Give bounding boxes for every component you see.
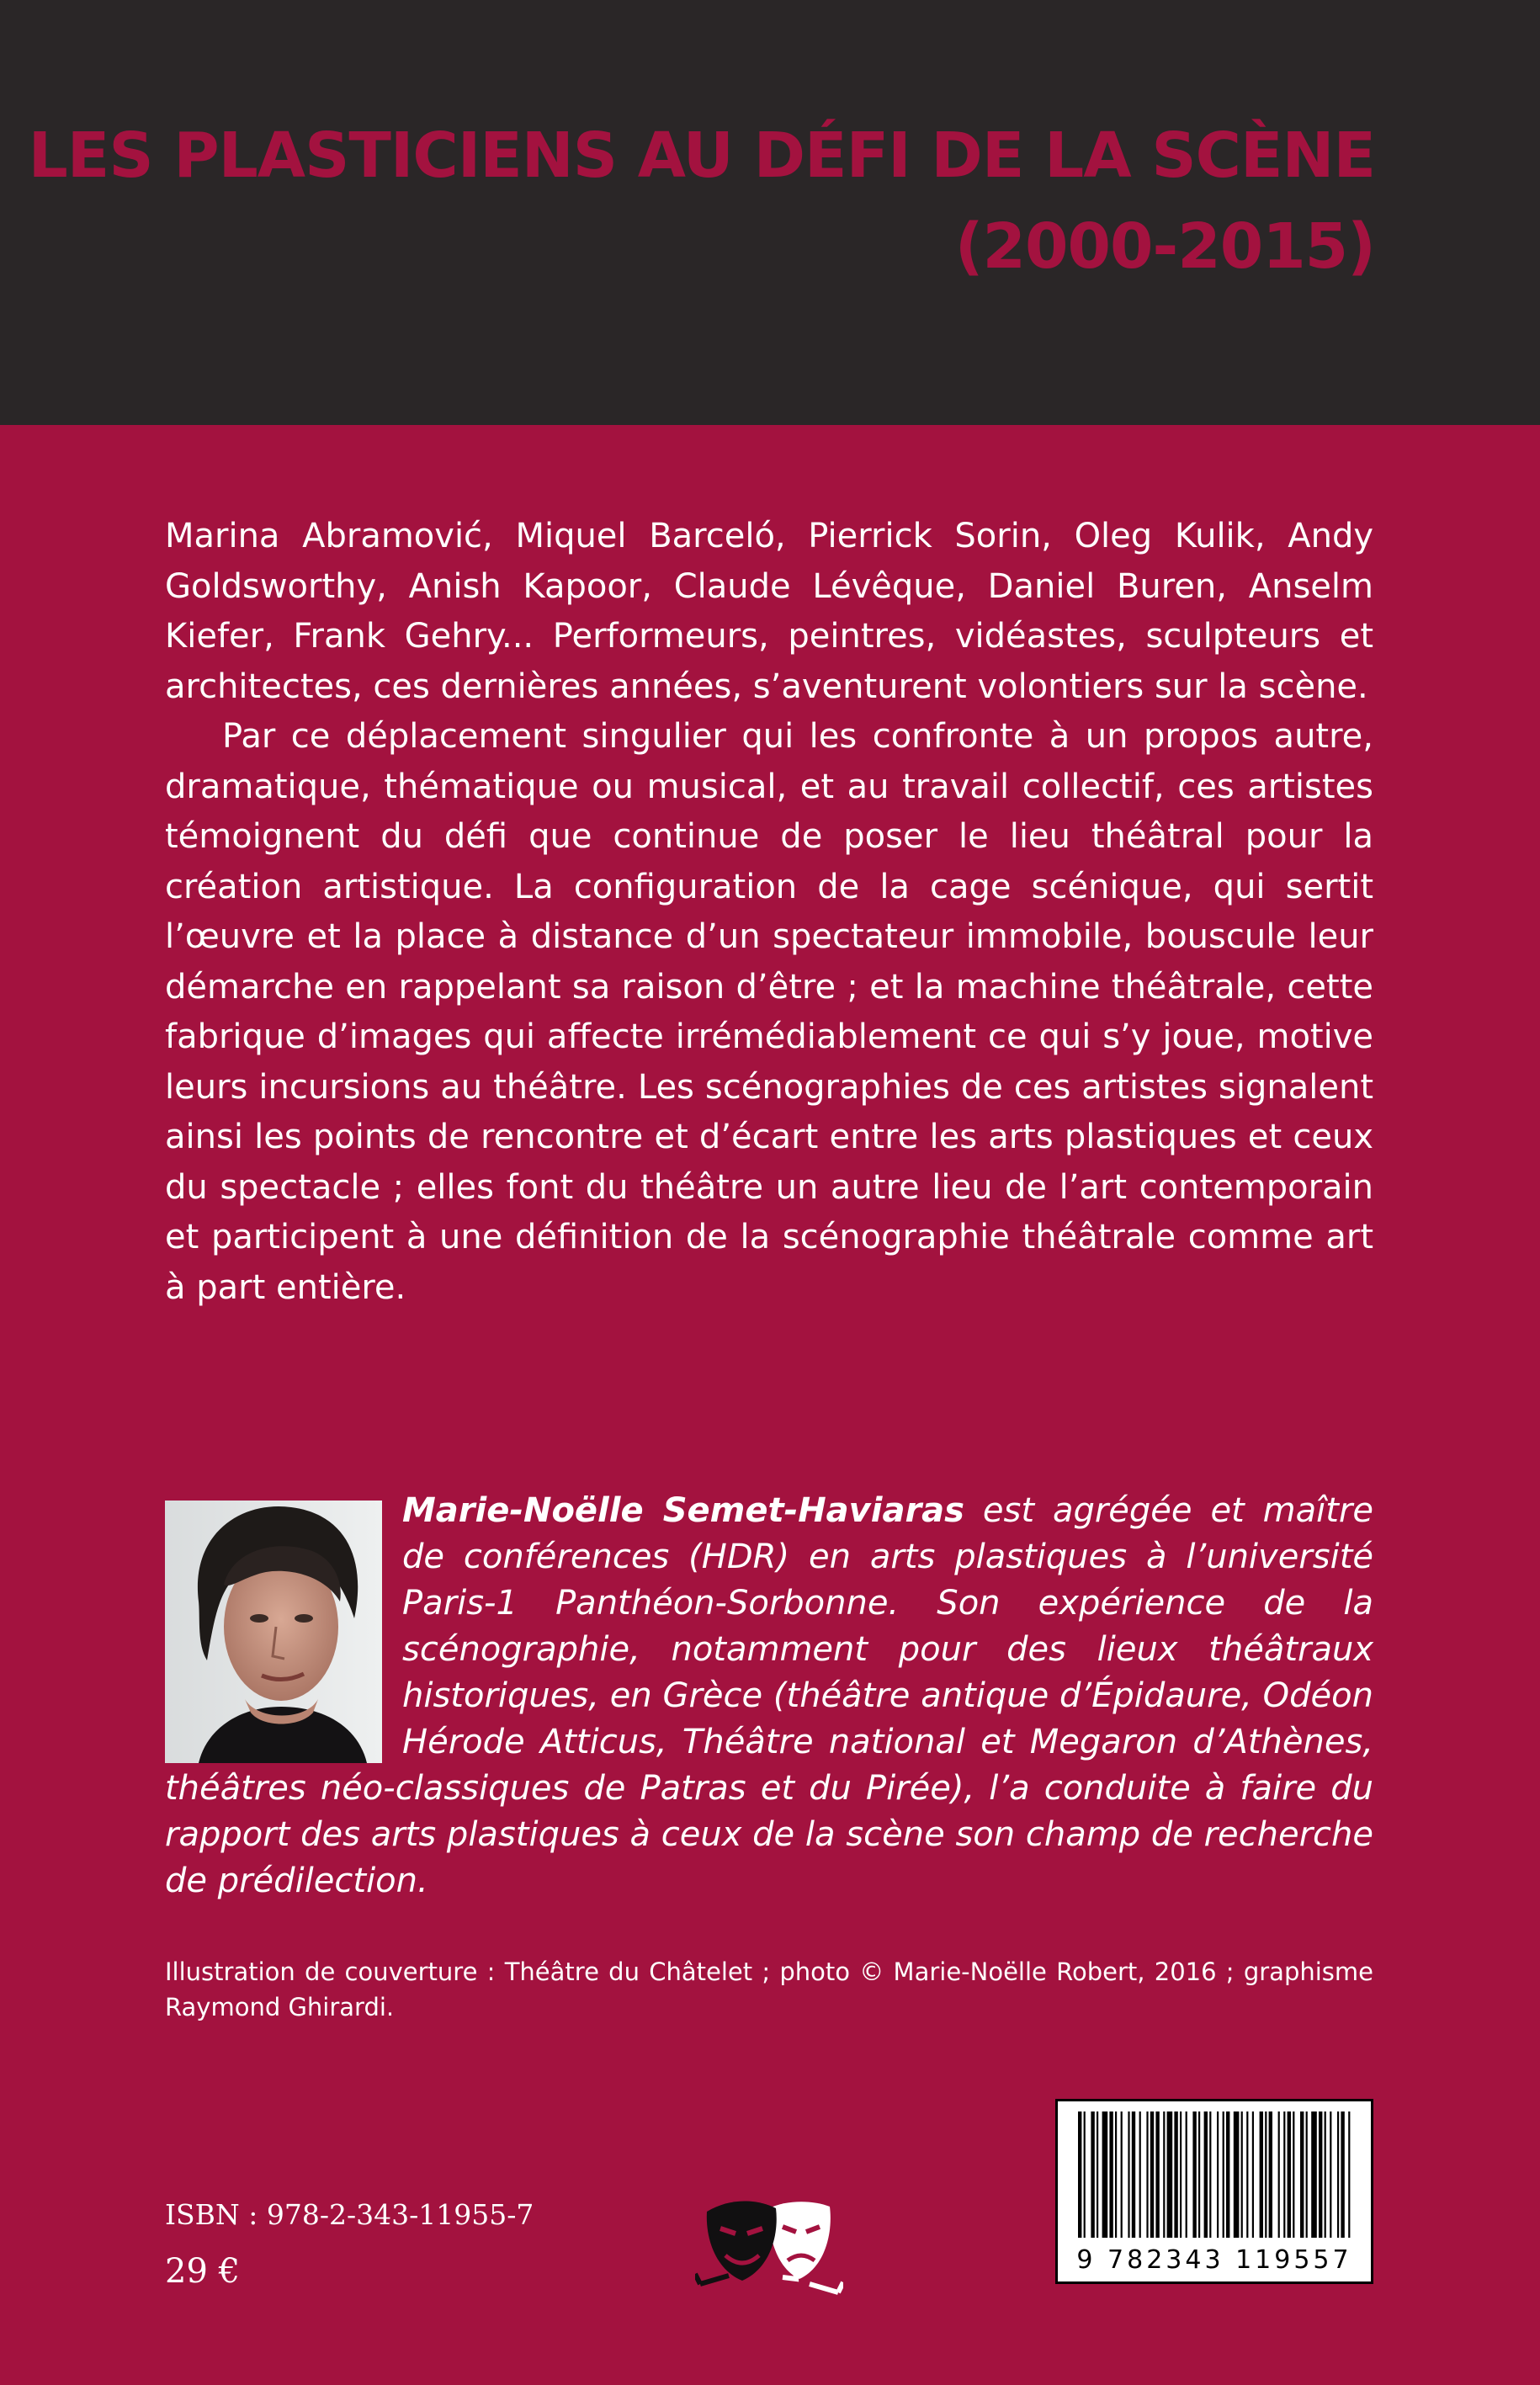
barcode-bar — [1109, 2111, 1113, 2238]
barcode-bar — [1325, 2111, 1326, 2238]
barcode-bar — [1306, 2111, 1308, 2238]
summary-paragraph-1: Marina Abramović, Miquel Barceló, Pierrick Sorin, Oleg Kulik, Andy Goldsworthy, Anish Kapoor, Claude Lévêque, Daniel Buren, Anselm Kiefer, Frank Gehry... Performeurs, peintres, vidéastes, sculpteurs et architectes, ces dernières années, s’aventurent volontiers sur la scène. — [165, 517, 1373, 706]
barcode-bar — [1234, 2111, 1240, 2238]
barcode-bar — [1084, 2111, 1086, 2238]
barcode-bar — [1150, 2111, 1154, 2238]
barcode-bar — [1330, 2111, 1331, 2238]
barcode-bar — [1348, 2111, 1350, 2238]
barcode-bar — [1121, 2111, 1123, 2238]
barcode-bar — [1260, 2111, 1263, 2238]
barcode-bar — [1293, 2111, 1294, 2238]
barcode-bar — [1241, 2111, 1243, 2238]
barcode-bar — [1217, 2111, 1219, 2238]
barcode-bar — [1319, 2111, 1322, 2238]
barcode-bar — [1146, 2111, 1148, 2238]
barcode-bar — [1132, 2111, 1135, 2238]
barcode-bar — [1337, 2111, 1339, 2238]
barcode-bar — [1091, 2111, 1094, 2238]
summary-paragraph-2: Par ce déplacement singulier qui les confronte à un propos autre, dramatique, thématique ou musical, et au travail collectif, ces artistes témoignent du défi que continue de poser le lieu théâtral pour la création artistique. La configuration de la cage scénique, qui sertit l’œuvre et la place à distance d’un spectateur immobile, bouscule leur démarche en rappelant sa raison d’être ; et la machine théâtrale, cette fabrique d’images qui affecte irrémédiablement ce qui s’y joue, motive leurs incursions au théâtre. Les scénographies de ces artistes signalent ainsi les points de rencontre et d’écart entre les arts plastiques et ceux du spectacle ; elles font du théâtre un autre lieu de l’art contemporain et participent à une définition de la scénographie théâtrale comme art à part entière. — [165, 717, 1373, 1307]
barcode-bar — [1341, 2111, 1344, 2238]
barcode-bar — [1278, 2111, 1280, 2238]
barcode-digits: 9 782343 119557 — [1076, 2245, 1352, 2275]
barcode-bar — [1115, 2111, 1117, 2238]
author-bio-text: est agrégée et maître de conférences (HDR) en arts plastiques à l’université Paris-1 Panthéon-Sorbonne. Son expérience de la scénographie, notamment pour des lieux théâtraux historiques, en Grèce (théâtre antique d’Épidaure, Odéon Hérode Atticus, Théâtre national et Megaron d’Athènes, théâtres néo-classiques de Patras et du Pirée), l’a conduite à faire du rapport des arts plastiques à ceux de la scène son champ de recherche de prédilection. — [165, 1491, 1373, 1900]
barcode-icon — [1055, 2099, 1373, 2284]
barcode-bar — [1128, 2111, 1129, 2238]
barcode-bar — [1311, 2111, 1317, 2238]
barcode-bar — [1288, 2111, 1291, 2238]
barcode-bar — [1223, 2111, 1224, 2238]
barcode-bar — [1163, 2111, 1165, 2238]
author-name: Marie-Noëlle Semet-Haviaras — [402, 1491, 964, 1530]
theatre-masks-icon — [695, 2191, 843, 2296]
price: 29 € — [165, 2252, 241, 2291]
barcode-bar — [1226, 2111, 1229, 2238]
barcode-bar — [1283, 2111, 1285, 2238]
cover-credits: Illustration de couverture : Théâtre du Châtelet ; photo © Marie-Noëlle Robert, 2016 ; graphisme Raymond Ghirardi. — [165, 1957, 1373, 2021]
barcode-bar — [1204, 2111, 1208, 2238]
barcode-bar — [1209, 2111, 1211, 2238]
barcode-bar — [1246, 2111, 1248, 2238]
barcode-bar — [1186, 2111, 1187, 2238]
barcode-bar — [1078, 2111, 1081, 2238]
barcode-bar — [1174, 2111, 1177, 2238]
author-bio — [165, 1488, 1373, 1904]
barcode-bar — [1252, 2111, 1254, 2238]
barcode-bar — [1300, 2111, 1304, 2238]
barcode-bar — [1139, 2111, 1141, 2238]
barcode-bar — [1192, 2111, 1196, 2238]
barcode-bar — [1102, 2111, 1108, 2238]
book-title-dates: (2000-2015) — [954, 210, 1375, 283]
barcode-bar — [1198, 2111, 1200, 2238]
barcode-bar — [1155, 2111, 1159, 2238]
barcode-bar — [1265, 2111, 1267, 2238]
barcode-bar — [1269, 2111, 1272, 2238]
book-title: LES PLASTICIENS AU DÉFI DE LA SCÈNE — [28, 120, 1375, 192]
barcode-bar — [1097, 2111, 1098, 2238]
barcode-bar — [1180, 2111, 1182, 2238]
portrait-spacer — [165, 1488, 402, 1759]
isbn: ISBN : 978-2-343-11955-7 — [165, 2198, 534, 2231]
barcode-bar — [1167, 2111, 1173, 2238]
summary-text — [165, 512, 1373, 1313]
